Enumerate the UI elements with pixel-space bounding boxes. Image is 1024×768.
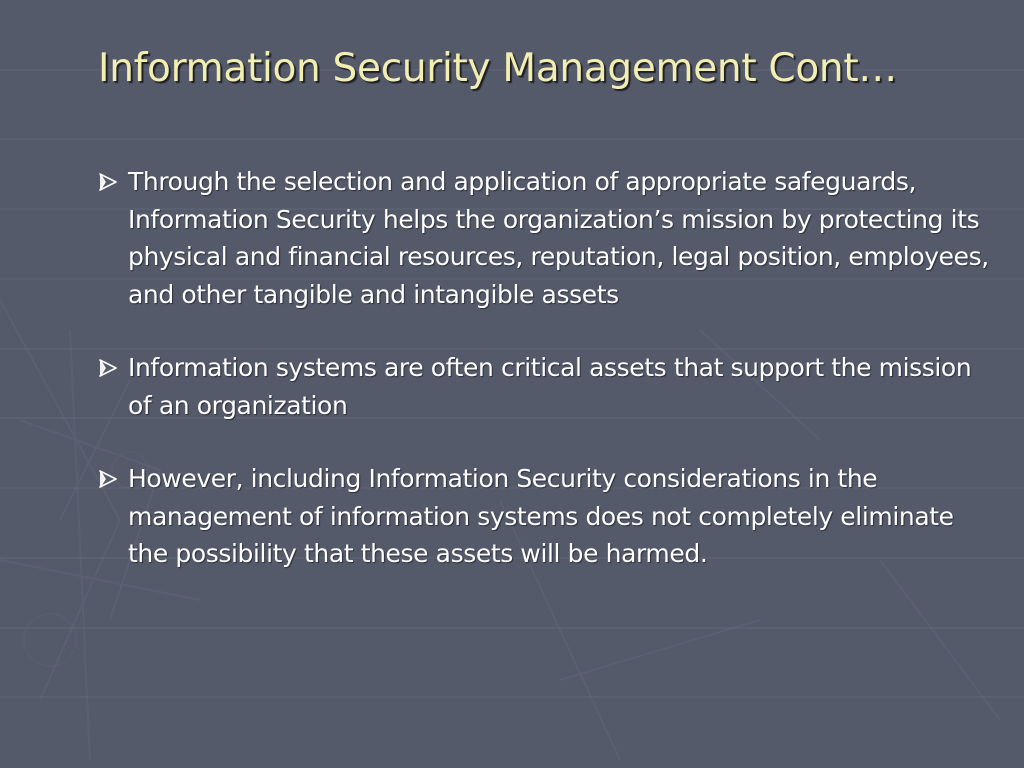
arrow-bullet-icon [98,163,124,200]
bullet-item [98,163,998,313]
bullet-text: However, including Information Security considerations in the management of information systems does not completely eliminate the possibility that these assets will be harmed. [128,464,954,568]
arrow-bullet-icon [98,460,124,497]
bullet-item [98,349,998,424]
bullet-list [98,163,998,573]
bullet-item [98,460,998,573]
bullet-text: Information systems are often critical assets that support the mission of an organization [128,353,972,420]
arrow-bullet-icon [98,349,124,386]
slide-title: Information Security Management Cont… [98,46,898,91]
bullet-text: Through the selection and application of appropriate safeguards, Information Security helps the organization’s mission by protecting its physical and financial resources, reputation, legal position, employees, and other tangible and intangible assets [128,167,989,309]
